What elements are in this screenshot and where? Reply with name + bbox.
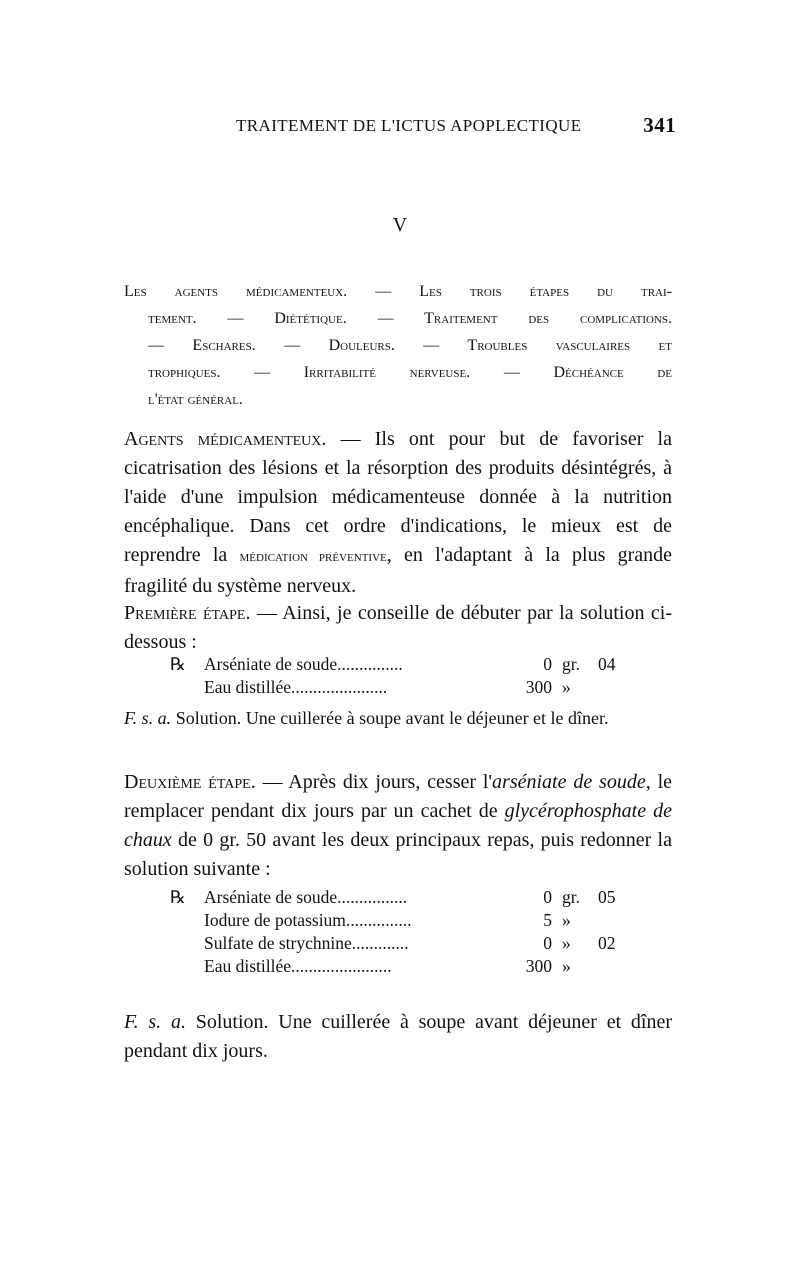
unit: »: [562, 677, 571, 697]
ingredient-name: Iodure de potassium: [204, 910, 346, 930]
summary-line: — Eschares. — Douleurs. — Troubles vasculaires et: [148, 337, 672, 354]
italic-term: arséniate de soude: [492, 771, 646, 793]
quantity: 300: [525, 956, 552, 976]
unit: »: [562, 956, 571, 976]
quantity: 0: [543, 654, 552, 674]
quantity: 0: [543, 887, 552, 907]
page-number: 341: [643, 113, 676, 137]
paragraph-lead: Deuxième étape.: [124, 771, 256, 793]
quantity: 300: [525, 677, 552, 697]
paragraph-text: , le remplacer pendant dix jours par un cachet de: [124, 771, 672, 822]
running-title: TRAITEMENT DE L'ICTUS APOPLECTIQUE: [236, 116, 582, 135]
unit: gr.: [562, 654, 580, 674]
instruction-text: Solution. Une cuillerée à soupe avant déjeuner et dîner pendant dix jours.: [124, 1011, 672, 1062]
unit: »: [562, 933, 571, 953]
italic-term: glycérophosphate de chaux: [124, 800, 672, 851]
instruction-2: [124, 1008, 672, 1066]
unit: »: [562, 910, 571, 930]
ingredient-name: Arséniate de soude: [204, 887, 338, 907]
quantity-decimal: 05: [598, 887, 616, 907]
leader-dots: ......................: [291, 677, 388, 697]
paragraph-text: , en l'adaptant à la plus grande fragilité du système nerveux.: [124, 544, 672, 597]
paragraph-first-step: [124, 599, 672, 657]
recipe-symbol: ℞: [170, 887, 186, 907]
unit: gr.: [562, 887, 580, 907]
summary-line: tement. — Diététique. — Traitement des complications.: [148, 310, 672, 327]
ingredient-name: Eau distillée: [204, 956, 291, 976]
quantity: 0: [543, 933, 552, 953]
ingredient-name: Eau distillée: [204, 677, 291, 697]
leader-dots: ...............: [337, 654, 403, 674]
quantity-decimal: 04: [598, 654, 616, 674]
instruction-1: [124, 706, 672, 731]
paragraph-second-step: [124, 768, 672, 884]
paragraph-lead: Première étape.: [124, 602, 251, 624]
emphasis-text: médication préventive: [239, 549, 387, 565]
summary-line: Les agents médicamenteux. — Les trois étapes du trai-: [124, 283, 672, 300]
paragraph-lead: Agents médicamenteux.: [124, 428, 327, 450]
paragraph-text: — Ainsi, je conseille de débuter par la solution ci-dessous :: [124, 602, 673, 653]
paragraph-text: — Après dix jours, cesser l': [255, 771, 493, 793]
ingredient-name: Sulfate de strychnine: [204, 933, 352, 953]
paragraph-text: — Ils ont pour but de favoriser la cicatrisation des lésions et la résorption des produits désintégrés, à l'aide d'une impulsion médicamenteuse donnée à la nutrition encéphalique. Dans cet ordre d'indications, le mieux est de reprendre la: [124, 428, 672, 566]
quantity: 5: [543, 910, 552, 930]
ingredient-name: Arséniate de soude: [204, 654, 338, 674]
chapter-summary: [124, 278, 672, 413]
chapter-number: V: [392, 214, 408, 236]
paragraph-text: de 0 gr. 50 avant les deux principaux repas, puis redonner la solution suivante :: [124, 829, 672, 880]
instruction-text: Solution. Une cuillerée à soupe avant le déjeuner et le dîner.: [171, 708, 609, 728]
formula-abbrev: F. s. a.: [124, 1011, 186, 1033]
quantity-decimal: 02: [598, 933, 616, 953]
paragraph-agents: [124, 425, 672, 601]
formula-abbrev: F. s. a.: [124, 708, 172, 728]
leader-dots: ...............: [345, 910, 412, 930]
summary-line: trophiques. — Irritabilité nerveuse. — Déchéance de: [148, 364, 672, 381]
summary-line: l'état général.: [148, 391, 243, 408]
recipe-symbol: ℞: [170, 654, 186, 674]
leader-dots: .............: [351, 933, 409, 953]
leader-dots: ................: [337, 887, 408, 907]
leader-dots: .......................: [291, 956, 392, 976]
